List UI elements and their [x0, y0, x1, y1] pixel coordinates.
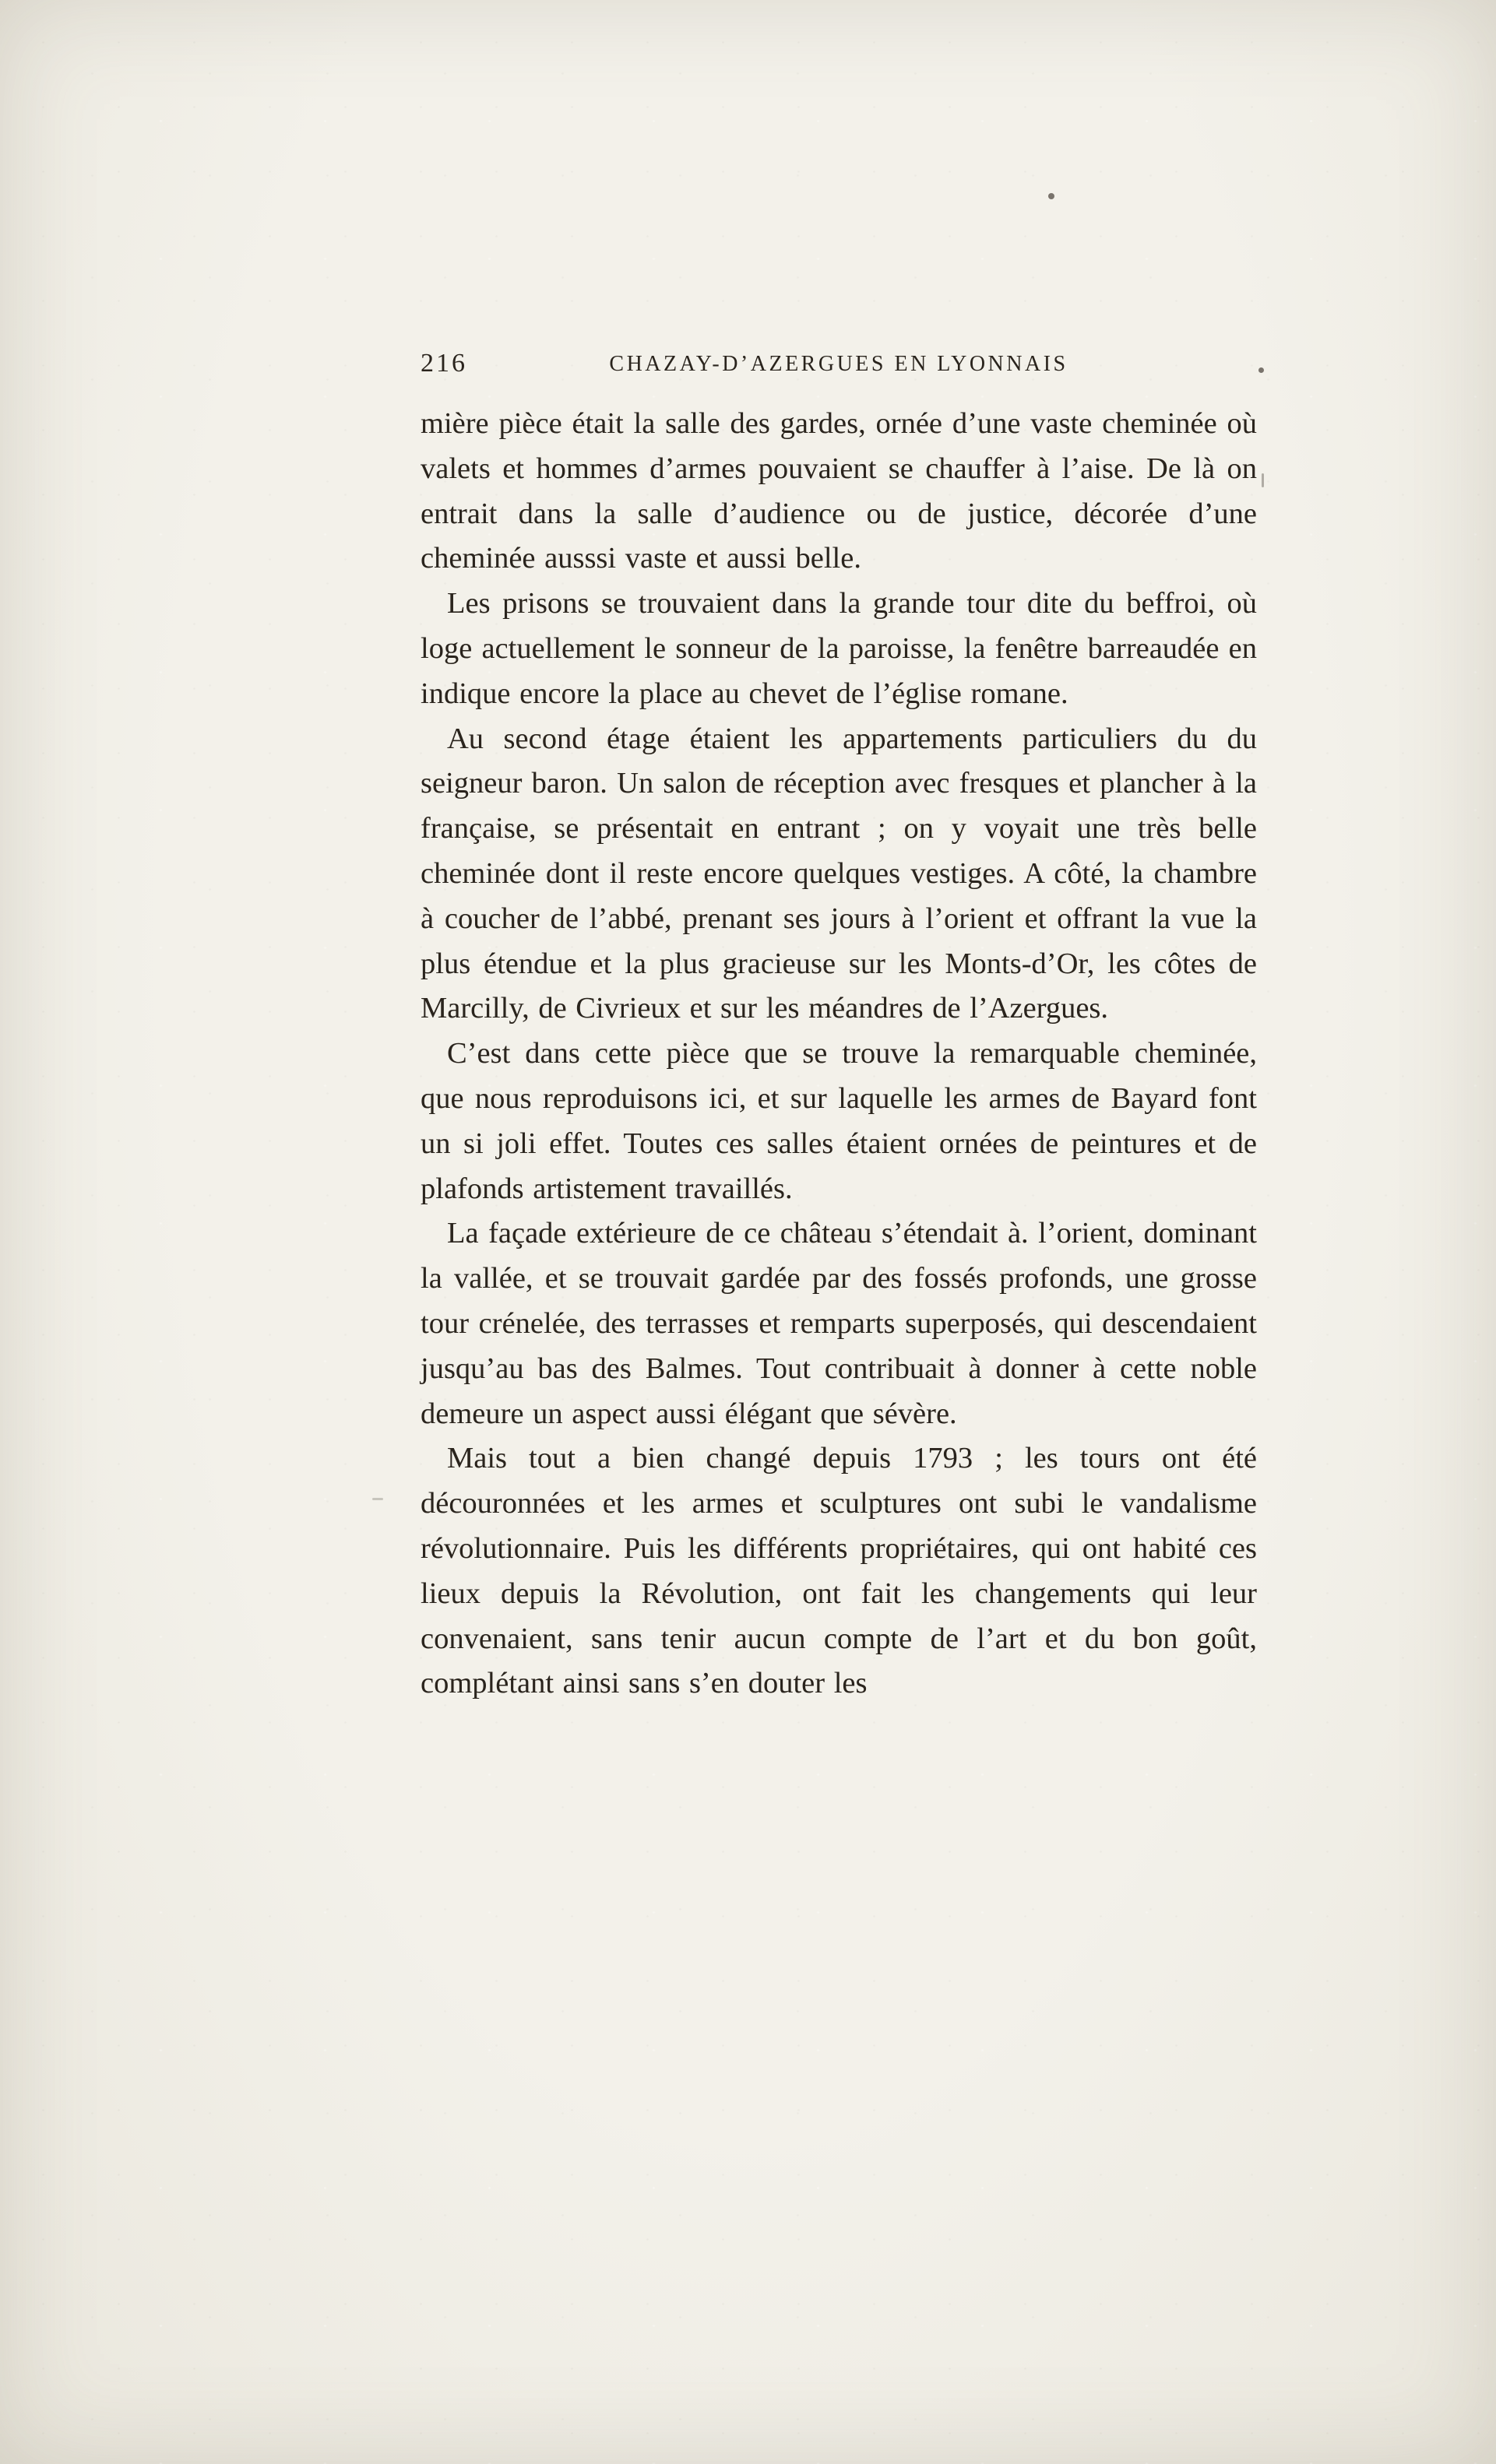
body-paragraph: La façade extérieure de ce château s’étendait à. l’orient, dominant la vallée, et se trouvait gardée par des fossés profonds, une grosse tour crénelée, des terrasses et remparts superposés, qui descendaient jusqu’au bas des Balmes. Tout contribuait à donner à cette noble demeure un aspect aussi élégant que sévère. — [421, 1217, 1257, 1430]
paper-speck — [1262, 473, 1264, 487]
paper-speck — [1048, 193, 1054, 199]
text-block — [421, 347, 1257, 1707]
paper-speck — [1258, 367, 1264, 373]
page-number: 216 — [421, 349, 467, 378]
body-paragraph: C’est dans cette pièce que se trouve la remarquable cheminée, que nous reproduisons ici, et sur laquelle les armes de Bayard font un si joli effet. Toutes ces salles étaient ornées de peintures et de plafonds artistement travaillés. — [421, 1037, 1257, 1205]
body-paragraph: Mais tout a bien changé depuis 1793 ; les tours ont été découronnées et les armes et sculptures ont subi le vandalisme révolutionnaire. Puis les différents propriétaires, qui ont habité ces lieux depuis la Révolution, ont fait les changements qui leur convenaient, sans tenir aucun compte de l’art et du bon goût, complétant ainsi sans s’en douter les — [421, 1442, 1257, 1700]
body-paragraph: Les prisons se trouvaient dans la grande tour dite du beffroi, où loge actuellement le sonneur de la paroisse, la fenêtre barreaudée en indique encore la place au chevet de l’église romane. — [421, 587, 1257, 710]
running-title: CHAZAY-D’AZERGUES EN LYONNAIS — [609, 352, 1068, 376]
running-head — [421, 347, 1257, 381]
body-paragraph: mière pièce était la salle des gardes, ornée d’une vaste cheminée où valets et hommes d’armes pouvaient se chauffer à l’aise. De là on entrait dans la salle d’audience ou de justice, décorée d’une cheminée ausssi vaste et aussi belle. — [421, 407, 1257, 575]
body-paragraph: Au second étage étaient les appartements particuliers du du seigneur baron. Un salon de réception avec fresques et plancher à la française, se présentait en entrant ; on y voyait une très belle cheminée dont il reste encore quelques vestiges. A côté, la chambre à coucher de l’abbé, prenant ses jours à l’orient et offrant la vue la plus étendue et la plus gracieuse sur les Monts-d’Or, les côtes de Marcilly, de Civrieux et sur les méandres de l’Azergues. — [421, 722, 1257, 1025]
paper-speck — [372, 1498, 383, 1500]
body-text — [421, 402, 1257, 1707]
